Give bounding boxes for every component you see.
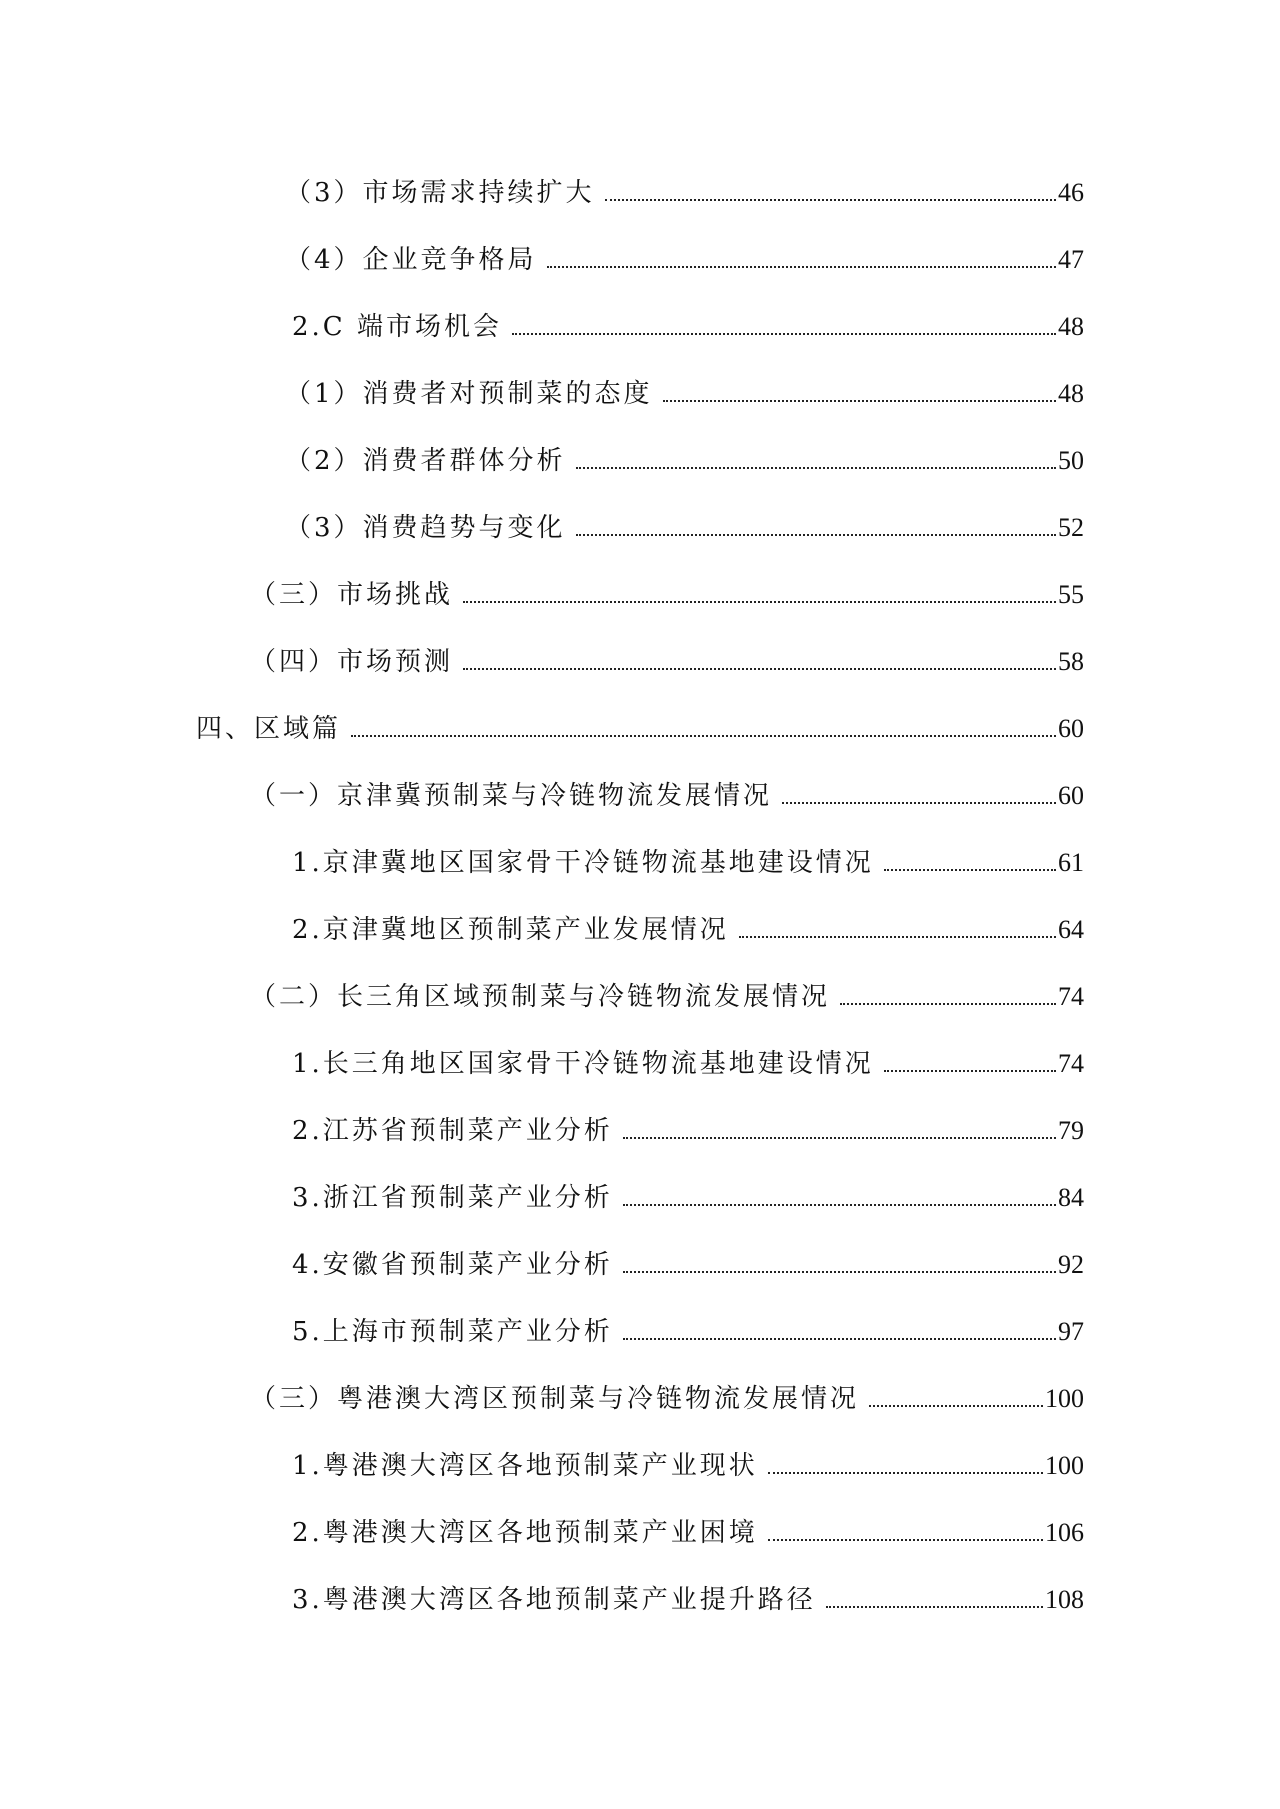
toc-dot-leader xyxy=(663,400,1056,402)
toc-dot-leader xyxy=(512,333,1056,335)
toc-entry xyxy=(292,1577,1084,1617)
toc-entry xyxy=(292,1443,1084,1483)
toc-entry-page: 61 xyxy=(1058,848,1084,877)
toc-dot-leader xyxy=(869,1405,1043,1407)
toc-dot-leader xyxy=(623,1271,1056,1273)
toc-entry xyxy=(196,706,1084,746)
toc-dot-leader xyxy=(605,199,1056,201)
toc-entry-page: 48 xyxy=(1058,312,1084,341)
toc-entry-title: （2）消费者群体分析 xyxy=(285,446,566,476)
toc-entry-page: 52 xyxy=(1058,513,1084,542)
toc-entry-title: 3.浙江省预制菜产业分析 xyxy=(292,1183,613,1213)
toc-entry-page: 79 xyxy=(1058,1116,1084,1145)
toc-entry-page: 47 xyxy=(1058,245,1084,274)
toc-entry xyxy=(285,170,1084,210)
toc-entry-page: 100 xyxy=(1045,1384,1084,1413)
toc-entry-title: （1）消费者对预制菜的态度 xyxy=(285,379,653,409)
toc-entry-page: 84 xyxy=(1058,1183,1084,1212)
toc-dot-leader xyxy=(826,1606,1043,1608)
toc-entry-title: （一）京津冀预制菜与冷链物流发展情况 xyxy=(250,781,773,811)
toc-dot-leader xyxy=(768,1472,1043,1474)
toc-entry-page: 92 xyxy=(1058,1250,1084,1279)
toc-entry-page: 60 xyxy=(1058,781,1084,810)
toc-entry xyxy=(285,438,1084,478)
toc-dot-leader xyxy=(463,601,1056,603)
toc-dot-leader xyxy=(884,1070,1056,1072)
toc-dot-leader xyxy=(351,735,1056,737)
toc-entry-title: （四）市场预测 xyxy=(250,647,454,677)
toc-entry-title: 4.安徽省预制菜产业分析 xyxy=(292,1250,613,1280)
toc-entry xyxy=(292,1510,1084,1550)
toc-entry-title: 3.粤港澳大湾区各地预制菜产业提升路径 xyxy=(292,1585,816,1615)
toc-entry-page: 106 xyxy=(1045,1518,1084,1547)
toc-entry-title: （3）市场需求持续扩大 xyxy=(285,178,595,208)
toc-entry-page: 74 xyxy=(1058,1049,1084,1078)
toc-dot-leader xyxy=(576,534,1056,536)
toc-entry xyxy=(292,1108,1084,1148)
toc-entry xyxy=(292,1309,1084,1349)
toc-entry-title: 2.江苏省预制菜产业分析 xyxy=(292,1116,613,1146)
toc-entry-page: 48 xyxy=(1058,379,1084,408)
toc-entry-title: （4）企业竞争格局 xyxy=(285,245,537,275)
toc-entry-page: 97 xyxy=(1058,1317,1084,1346)
toc-dot-leader xyxy=(576,467,1056,469)
toc-dot-leader xyxy=(739,936,1056,938)
toc-entry xyxy=(250,639,1084,679)
toc-entry-title: 1.粤港澳大湾区各地预制菜产业现状 xyxy=(292,1451,758,1481)
toc-dot-leader xyxy=(840,1003,1056,1005)
toc-entry xyxy=(292,1242,1084,1282)
toc-entry xyxy=(285,237,1084,277)
toc-dot-leader xyxy=(884,869,1056,871)
toc-entry xyxy=(250,773,1084,813)
toc-dot-leader xyxy=(547,266,1056,268)
toc-dot-leader xyxy=(623,1338,1056,1340)
toc-dot-leader xyxy=(623,1137,1056,1139)
toc-dot-leader xyxy=(768,1539,1043,1541)
toc-entry xyxy=(250,1376,1084,1416)
toc-entry-page: 46 xyxy=(1058,178,1084,207)
toc-entry-title: 5.上海市预制菜产业分析 xyxy=(292,1317,613,1347)
toc-entry xyxy=(292,1041,1084,1081)
toc-entry-title: （3）消费趋势与变化 xyxy=(285,513,566,543)
toc-dot-leader xyxy=(463,668,1056,670)
toc-dot-leader xyxy=(623,1204,1056,1206)
toc-entry-page: 100 xyxy=(1045,1451,1084,1480)
toc-entry xyxy=(292,840,1084,880)
toc-entry xyxy=(285,371,1084,411)
toc-entry xyxy=(292,1175,1084,1215)
toc-entry-title: （二）长三角区域预制菜与冷链物流发展情况 xyxy=(250,982,831,1012)
toc-entry xyxy=(285,505,1084,545)
toc-entry xyxy=(250,572,1084,612)
toc-entry-title: 1.京津冀地区国家骨干冷链物流基地建设情况 xyxy=(292,848,874,878)
toc-entry-page: 64 xyxy=(1058,915,1084,944)
toc-entry-title: 2.粤港澳大湾区各地预制菜产业困境 xyxy=(292,1518,758,1548)
toc-entry-title: （三）粤港澳大湾区预制菜与冷链物流发展情况 xyxy=(250,1384,860,1414)
toc-entry xyxy=(250,974,1084,1014)
toc-entry-title: 四、区域篇 xyxy=(196,714,342,744)
toc-entry xyxy=(292,304,1084,344)
toc-entry-page: 108 xyxy=(1045,1585,1084,1614)
toc-entry xyxy=(292,907,1084,947)
toc-entry-page: 74 xyxy=(1058,982,1084,1011)
toc-entry-title: 2.C 端市场机会 xyxy=(292,312,502,342)
toc-dot-leader xyxy=(782,802,1056,804)
toc-entry-title: 2.京津冀地区预制菜产业发展情况 xyxy=(292,915,729,945)
toc-entry-title: （三）市场挑战 xyxy=(250,580,454,610)
toc-entry-title: 1.长三角地区国家骨干冷链物流基地建设情况 xyxy=(292,1049,874,1079)
toc-entry-page: 60 xyxy=(1058,714,1084,743)
toc-entry-page: 58 xyxy=(1058,647,1084,676)
toc-entry-page: 50 xyxy=(1058,446,1084,475)
toc-entry-page: 55 xyxy=(1058,580,1084,609)
